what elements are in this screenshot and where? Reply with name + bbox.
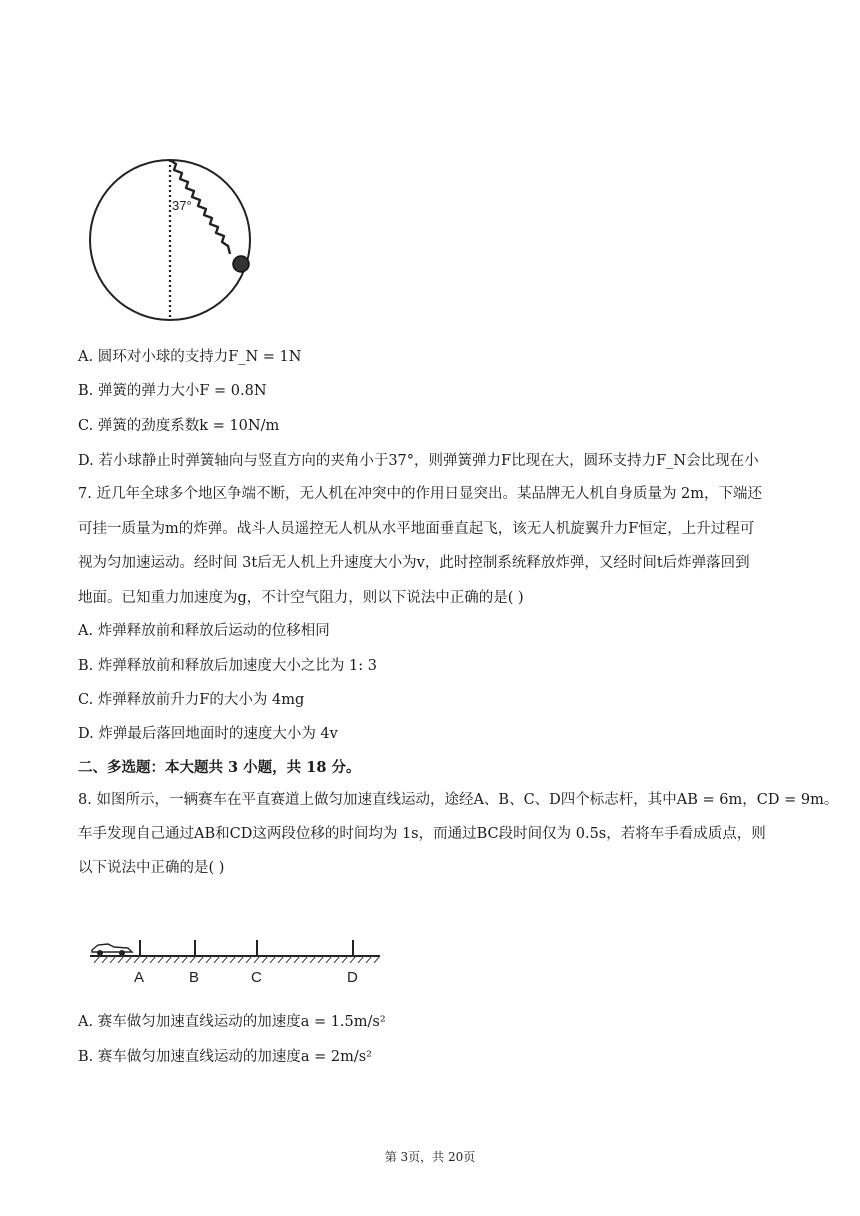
race-car-icon: [92, 944, 132, 956]
q7-stem-line-1: 7. 近几年全球多个地区争端不断，无人机在冲突中的作用日显突出。某品牌无人机自身质量为 2m，下端还: [78, 486, 763, 502]
q7-option-b: B. 炸弹释放前和释放后加速度大小之比为 1: 3: [78, 658, 377, 674]
page-footer: 第 3页，共 20页: [384, 1150, 476, 1164]
q6-option-c: C. 弹簧的劲度系数k = 10N/m: [78, 418, 280, 434]
q8-option-a: A. 赛车做匀加速直线运动的加速度a = 1.5m/s²: [78, 1014, 386, 1030]
ball: [233, 256, 249, 272]
q6-option-b: B. 弹簧的弹力大小F = 0.8N: [78, 383, 267, 399]
pole-label-d: D: [347, 969, 358, 986]
pole-label-c: C: [251, 969, 262, 986]
q7-option-c: C. 炸弹释放前升力F的大小为 4mg: [78, 692, 305, 708]
angle-label: 37°: [172, 198, 192, 213]
race-track-figure: [88, 934, 388, 990]
q8-stem-line-1: 8. 如图所示，一辆赛车在平直赛道上做匀加速直线运动，途经A、B、C、D四个标志杆，其中AB = 6m，CD = 9m。: [78, 792, 839, 808]
q8-stem-line-3: 以下说法中正确的是( ): [78, 860, 225, 876]
q7-stem-line-3: 视为匀加速运动。经时间 3t后无人机上升速度大小为v，此时控制系统释放炸弹，又经时间t后炸弹落回到: [78, 555, 750, 571]
section-heading: 二、多选题：本大题共 3 小题，共 18 分。: [78, 759, 361, 776]
q7-option-d: D. 炸弹最后落回地面时的速度大小为 4v: [78, 726, 338, 742]
q6-option-d: D. 若小球静止时弹簧轴向与竖直方向的夹角小于37°，则弹簧弹力F比现在大，圆环支持力F_N会比现在小: [78, 453, 759, 469]
pole-label-b: B: [189, 969, 200, 986]
pole-label-a: A: [134, 969, 145, 986]
q7-option-a: A. 炸弹释放前和释放后运动的位移相同: [78, 623, 330, 639]
q8-stem-line-2: 车手发现自己通过AB和CD这两段位移的时间均为 1s，而通过BC段时间仅为 0.5s，若将车手看成质点，则: [78, 826, 766, 842]
q7-stem-line-4: 地面。已知重力加速度为g，不计空气阻力，则以下说法中正确的是( ): [78, 590, 524, 606]
q6-option-a: A. 圆环对小球的支持力F_N = 1N: [78, 349, 302, 365]
ground-hatching: [94, 956, 380, 963]
ring-spring-figure: [84, 152, 256, 332]
q8-option-b: B. 赛车做匀加速直线运动的加速度a = 2m/s²: [78, 1049, 372, 1065]
q7-stem-line-2: 可挂一质量为m的炸弹。战斗人员遥控无人机从水平地面垂直起飞，该无人机旋翼升力F恒定，上升过程可: [78, 521, 755, 537]
